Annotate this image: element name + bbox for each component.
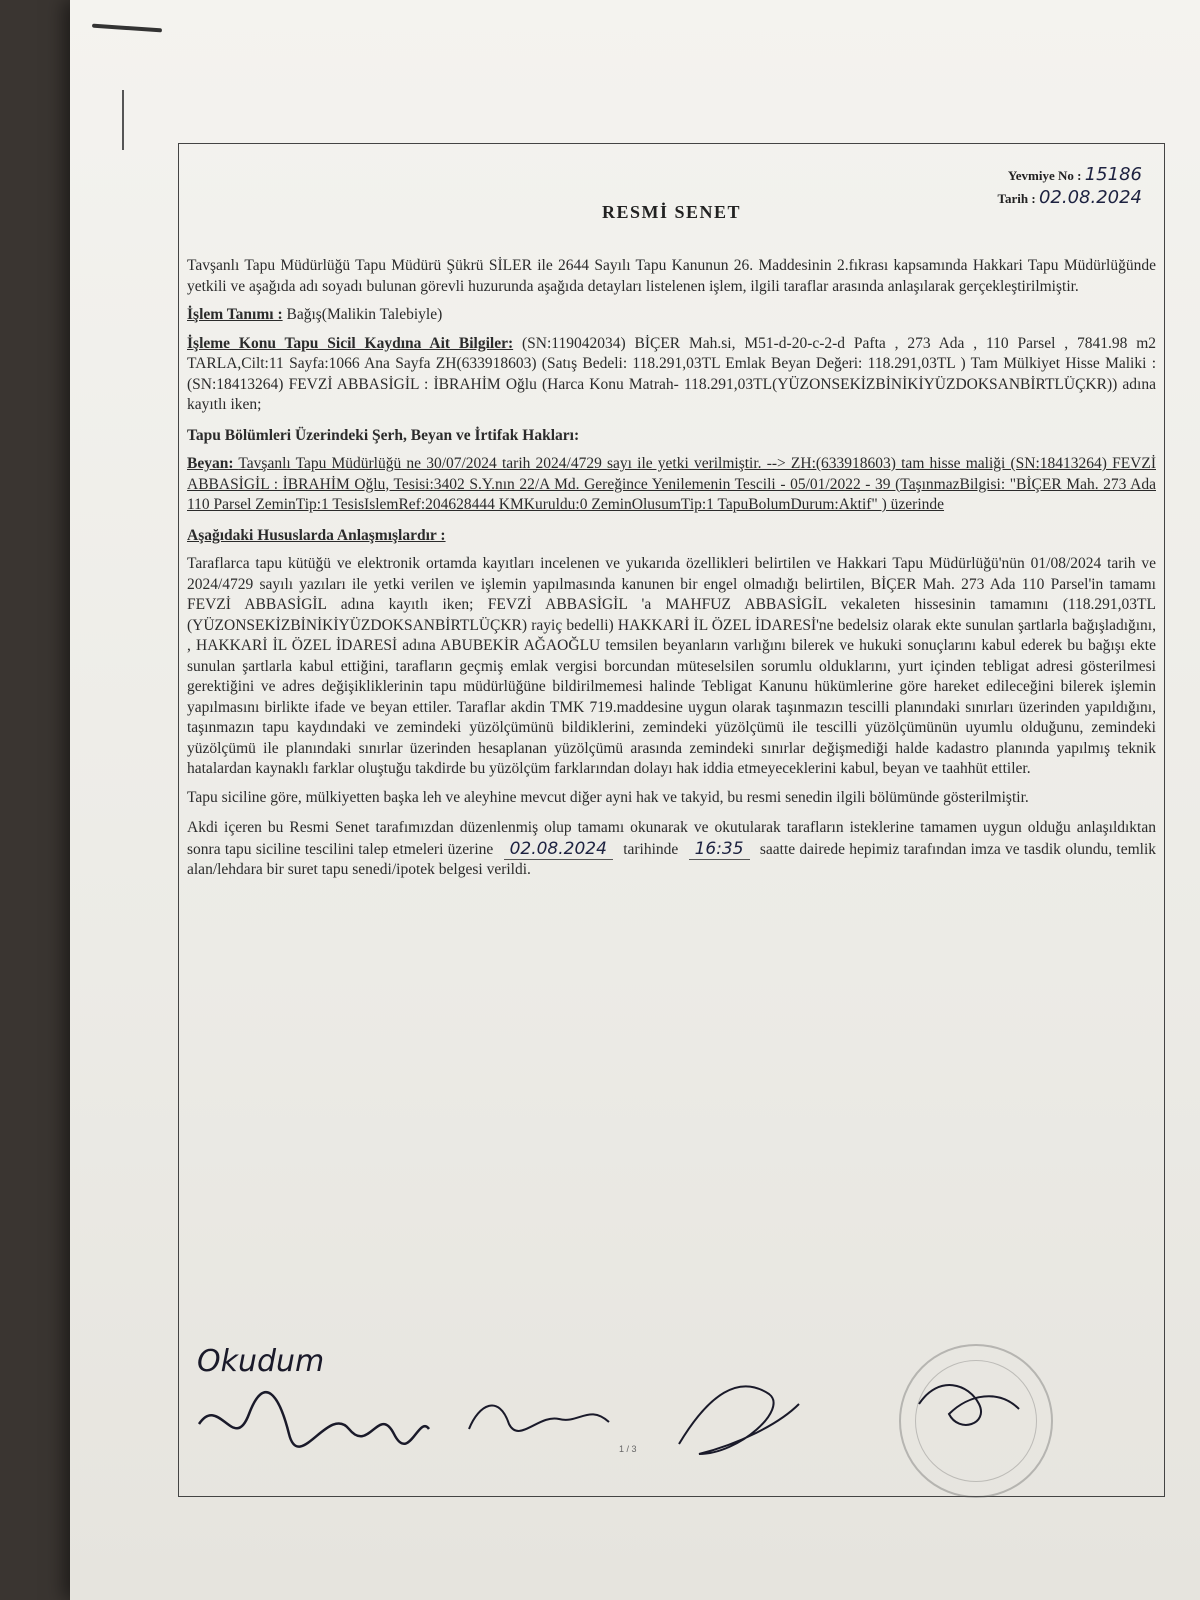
signature-area bbox=[179, 1334, 1164, 1484]
deed-body bbox=[187, 256, 1156, 889]
document-paper bbox=[70, 0, 1200, 1600]
akdi-part1: Akdi içeren bu Resmi Senet tarafımızdan düzenlenmiş olup tamamı okunarak ve okutularak tarafların isteklerine tamamen uygun olduğu anlaşıldıktan sonra tapu siciline tescilini talep etmeleri üzerine bbox=[187, 819, 1156, 858]
main-paragraph: Taraflarca tapu kütüğü ve elektronik ortamda kayıtları incelenen ve yukarıda özellikleri belirtilen ve Hakkari Tapu Müdürlüğü'nün 01/08/2024 tarih ve 2024/4729 sayılı yazıları ile yetki verilen ve işlemin yapılmasında kanunen bir engel olmadığı belirtilen, BİÇER Mah. 273 Ada 110 Parsel'in tamamı FEVZİ ABBASİGİL adına kayıtlı iken; FEVZİ ABBASİGİL 'a MAHFUZ ABBASİGİL vekaleten hissesinin tamamını (118.291,03TL (YÜZONSEKİZBİNİKİYÜZDOKSANBİRTLÜÇKR) rayiç bedelli) HAKKARİ İL ÖZEL İDARESİ'ne bedelsiz olarak ekte sunulan şartlarla bağışladığını, , HAKKARİ İL ÖZEL İDARESİ adına ABUBEKİR AĞAOĞLU temsilen beyanların varlığını bilerek ve hukuki sonuçlarını kabul ederek bu bağışı ekte sunulan şartlarla kabul ettiğini, tarafların geçmiş emlak vergisi borcundan müteselsilen sorumlu olduklarını, yurt içinden tebligat adresi gösterilmesi gerektiğini ve adres değişikliklerinin tapu müdürlüğüne bildirilmemesi halinde Tebligat Kanunu hükümlerine göre hareket edileceğini bilerek işlemin yapılmasını birlikte ifade ve beyan ettiler. Taraflar akdin TMK 719.maddesine uygun olarak taşınmazın tescilli planındaki sınırları üzerinden yapıldığını, taşınmazın tapu kaydındaki ve zemindeki yüzölçümünü bildiklerini, zemindeki yüzölçümü ile tescilli yüzölçümünün uyumlu olduğunu, zemindeki yüzölçümü ile planındaki sınırlar üzerinden hesaplanan yüzölçümü arasında zemindeki sınırlar değişmediği halde kadastro planında yapılmış teknik hatalardan kaynaklı farklar oluştuğu takdirde bu yüzölçüm farklarından dolayı hak iddia etmeyeceklerini kabul, beyan ve taahhüt ettiler. bbox=[187, 555, 1156, 777]
islem-value: Bağış(Malikin Talebiyle) bbox=[286, 306, 443, 323]
deed-frame bbox=[178, 143, 1165, 1497]
beyan-label: Beyan: bbox=[187, 455, 234, 472]
sicil-paragraph: Tapu siciline göre, mülkiyetten başka leh ve aleyhine mevcut diğer ayni hak ve takyid, bu resmi senedin ilgili bölümünde gösterilmiştir. bbox=[187, 788, 1029, 806]
official-seal-inner bbox=[915, 1360, 1037, 1482]
anlasma-heading: Aşağıdaki Hususlarda Anlaşmışlardır : bbox=[187, 526, 446, 544]
tarih-value: 02.08.2024 bbox=[1038, 187, 1142, 208]
pen-mark bbox=[92, 24, 162, 33]
tarih-label: Tarih : bbox=[997, 191, 1036, 206]
akdi-part2: tarihinde bbox=[623, 840, 679, 858]
page-number: 1 / 3 bbox=[619, 1444, 637, 1454]
margin-line bbox=[122, 90, 124, 150]
yevmiye-row bbox=[998, 164, 1142, 187]
official-seal bbox=[899, 1344, 1053, 1498]
yevmiye-label: Yevmiye No : bbox=[1007, 168, 1082, 183]
yevmiye-value: 15186 bbox=[1084, 164, 1142, 185]
akdi-paragraph bbox=[187, 818, 1156, 881]
signature-3 bbox=[679, 1386, 799, 1454]
beyan-row bbox=[187, 454, 1156, 516]
signature-2 bbox=[469, 1405, 609, 1430]
islem-label: İşlem Tanımı : bbox=[187, 306, 283, 323]
beyan-value: Tavşanlı Tapu Müdürlüğü ne 30/07/2024 tarih 2024/4729 sayı ile yetki verilmiştir. --> ZH:(633918603) tam hisse maliği (SN:18413264) FEVZİ ABBASİGİL : İBRAHİM Oğlu, Tesisi:3402 S.Y.nın 22/A Md. Gereğince Yenilemenin Tescili - 05/01/2022 - 39 (TaşınmazBilgisi: "BİÇER Mah. 273 Ada 110 Parsel ZeminTip:1 TesisIslemRef:204628444 KMKuruldu:0 ZeminOlusumTip:1 TapuBolumDurum:Aktif" ) üzerinde bbox=[187, 455, 1156, 513]
okudum-handwriting: Okudum bbox=[197, 1344, 325, 1379]
intro-paragraph: Tavşanlı Tapu Müdürlüğü Tapu Müdürü Şükrü SİLER ile 2644 Sayılı Tapu Kanunun 26. Maddesinin 2.fıkrası kapsamında Hakkari Tapu Müdürlüğünde yetkili ve aşağıda adı soyadı bulunan görevli huzurunda aşağıda detayları listelenen işlem, ilgili taraflar arasında anlaşılarak gerçekleştirilmiştir. bbox=[187, 257, 1156, 295]
signature-1 bbox=[199, 1392, 429, 1446]
handwritten-time: 16:35 bbox=[689, 839, 750, 861]
tapu-bilgi-value: (SN:119042034) BİÇER Mah.si, M51-d-20-c-2-d Pafta , 273 Ada , 110 Parsel , 7841.98 m2 TARLA,Cilt:11 Sayfa:1066 Ana Sayfa ZH(633918603) (Satış Bedeli: 118.291,03TL Emlak Beyan Değeri: 118.291,03TL ) Tam Mülkiyet Hisse Maliki :(SN:18413264) FEVZİ ABBASİGİL : İBRAHİM Oğlu (Harca Konu Matrah- 118.291,03TL(YÜZONSEKİZBİNİKİYÜZDOKSANBİRTLÜÇKR)) adına kayıtlı iken; bbox=[187, 334, 1157, 413]
document-title: RESMİ SENET bbox=[601, 202, 742, 222]
tapu-bilgi-row bbox=[187, 334, 1156, 416]
islem-row bbox=[187, 305, 1156, 326]
handwritten-date: 02.08.2024 bbox=[504, 839, 613, 861]
serh-heading: Tapu Bölümleri Üzerindeki Şerh, Beyan ve İrtifak Hakları: bbox=[187, 426, 580, 444]
akdi-part3: saatte dairede hepimiz tarafından imza ve tasdik olundu, temlik alan/lehdara bir suret tapu senedi/ipotek belgesi verildi. bbox=[187, 840, 1157, 878]
tapu-bilgi-label: İşleme Konu Tapu Sicil Kaydına Ait Bilgiler: bbox=[187, 334, 514, 352]
